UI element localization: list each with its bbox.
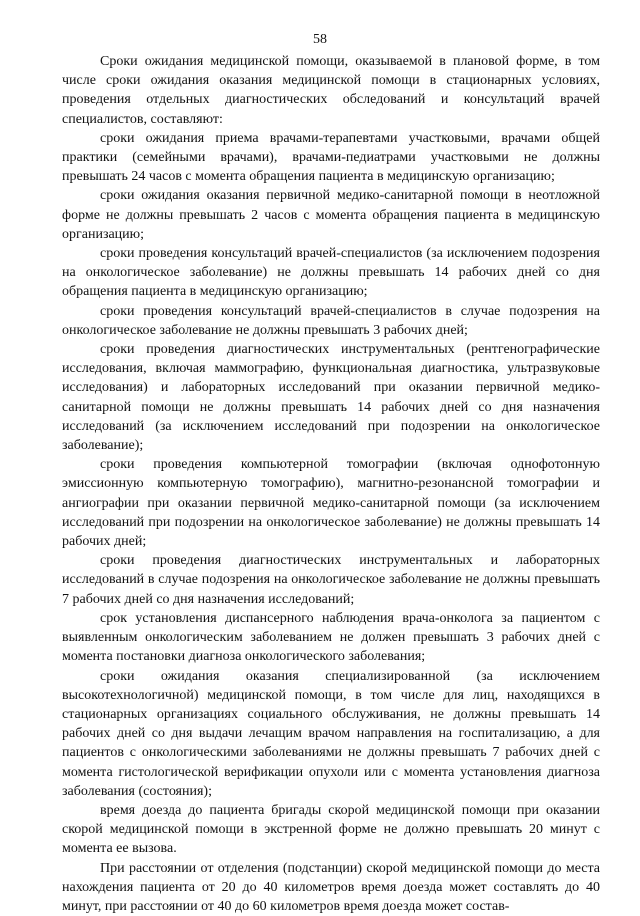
paragraph-diagnostic-tests: сроки проведения диагностических инструментальных (рентгенографические исследования, включая маммографию, функциональная диагностика, ультразвуковые исследования) и лабораторных исследований при оказании первичной медико-санитарной помощи не должны превышать 14 рабочих дней со дня назначения исследований (за исключением исследований при подозрении на онкологическое заболевание);	[62, 342, 600, 454]
paragraph-intro: Сроки ожидания медицинской помощи, оказываемой в плановой форме, в том числе сроки ожидания оказания медицинской помощи в стационарных условиях, проведения отдельных диагностических обследований и консультаций врачей специалистов, составляют:	[62, 54, 600, 127]
paragraph-distance-rule: При расстоянии от отделения (подстанции) скорой медицинской помощи до места нахождения пациента от 20 до 40 километров время доезда может составлять до 40 минут, при расстоянии от 40 до 60 километров время доезда может состав-	[62, 860, 600, 914]
paragraph-specialist-consultation: сроки проведения консультаций врачей-специалистов (за исключением подозрения на онкологическое заболевание) не должны превышать 14 рабочих дней со дня обращения пациента в медицинскую организацию;	[62, 246, 600, 300]
document-body	[62, 52, 600, 916]
paragraph-oncology-diagnostics: сроки проведения диагностических инструментальных и лабораторных исследований в случае подозрения на онкологическое заболевание не должны превышать 7 рабочих дней со дня назначения исследований;	[62, 553, 600, 607]
paragraph-urgent-care-wait: сроки ожидания оказания первичной медико-санитарной помощи в неотложной форме не должны превышать 2 часов с момента обращения пациента в медицинскую организацию;	[62, 188, 600, 242]
paragraph-therapist-wait: сроки ожидания приема врачами-терапевтами участковыми, врачами общей практики (семейными врачами), врачами-педиатрами участковыми не должны превышать 24 часов с момента обращения пациента в медицинскую организацию;	[62, 130, 600, 185]
page-number: 58	[313, 32, 327, 47]
paragraph-ct-mri: сроки проведения компьютерной томографии (включая однофотонную эмиссионную компьютерную томографию), магнитно-резонансной томографии и ангиографии при оказании первичной медико-санитарной помощи (за исключением исследований при подозрении на онкологическое заболевание) не должны превышать 14 рабочих дней;	[62, 457, 600, 550]
paragraph-oncology-consultation: сроки проведения консультаций врачей-специалистов в случае подозрения на онкологическое заболевание не должны превышать 3 рабочих дней;	[62, 303, 600, 338]
paragraph-ambulance-time: время доезда до пациента бригады скорой медицинской помощи при оказании скорой медицинской помощи в экстренной форме не должно превышать 20 минут с момента ее вызова.	[62, 802, 600, 857]
paragraph-oncologist-observation: срок установления диспансерного наблюдения врача-онколога за пациентом с выявленным онкологическим заболеванием не должен превышать 3 рабочих дней с момента постановки диагноза онкологического заболевания;	[62, 610, 600, 665]
paragraph-specialized-care: сроки ожидания оказания специализированной (за исключением высокотехнологичной) медицинской помощи, в том числе для лиц, находящихся в стационарных организациях социального обслуживания, не должны превышать 14 рабочих дней со дня выдачи лечащим врачом направления на госпитализацию, а для пациентов с онкологическими заболеваниями не должны превышать 7 рабочих дней с момента гистологической верификации опухоли или с момента установления диагноза заболевания (состояния);	[62, 668, 600, 799]
